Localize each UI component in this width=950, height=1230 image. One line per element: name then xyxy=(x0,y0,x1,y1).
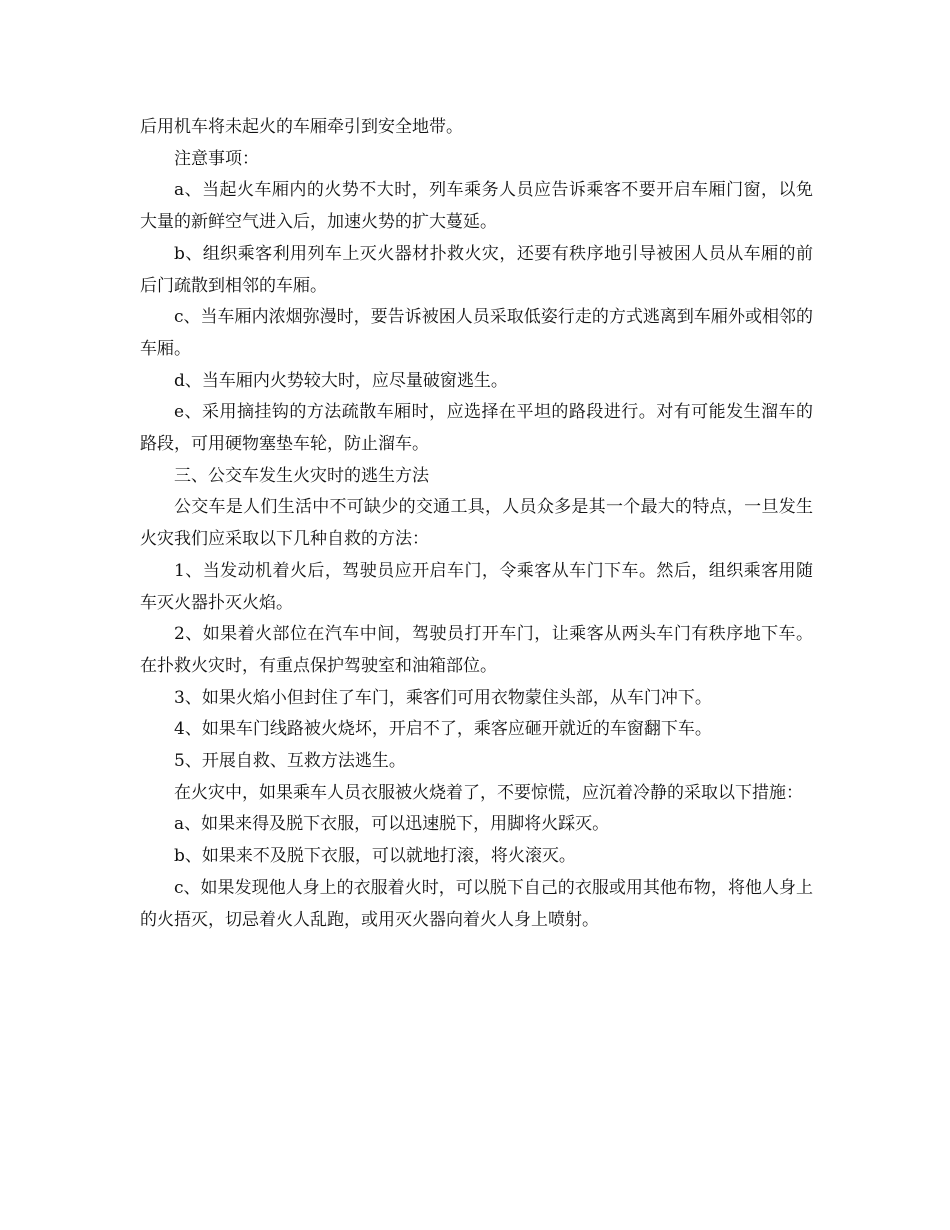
paragraph-note-e: e、采用摘挂钩的方法疏散车厢时，应选择在平坦的路段进行。对有可能发生溜车的路段，可用硬物塞垫车轮，防止溜车。 xyxy=(140,402,813,455)
paragraph-method-2: 2、如果着火部位在汽车中间，驾驶员打开车门，让乘客从两头车门有秩序地下车。在扑救火灾时，有重点保护驾驶室和油箱部位。 xyxy=(140,624,813,676)
paragraph-method-5: 5、开展自救、互救方法逃生。 xyxy=(174,751,406,772)
paragraph-note-d: d、当车厢内火势较大时，应尽量破窗逃生。 xyxy=(174,370,508,391)
paragraph-measure-a: a、如果来得及脱下衣服，可以迅速脱下，用脚将火踩灭。 xyxy=(174,814,610,835)
paragraph-notes-heading: 注意事项： xyxy=(174,148,259,169)
document-body xyxy=(140,112,813,936)
paragraph-note-b: b、组织乘客利用列车上灭火器材扑救火灾，还要有秩序地引导被困人员从车厢的前后门疏散到相邻的车厢。 xyxy=(140,243,813,296)
paragraph-measure-b: b、如果来不及脱下衣服，可以就地打滚，将火滚灭。 xyxy=(174,846,576,867)
paragraph-continuation: 后用机车将未起火的车厢牵引到安全地带。 xyxy=(140,117,463,137)
paragraph-clothing-fire-intro: 在火灾中，如果乘车人员衣服被火烧着了，不要惊慌，应沉着冷静的采取以下措施： xyxy=(174,782,803,803)
paragraph-note-c: c、当车厢内浓烟弥漫时，要告诉被困人员采取低姿行走的方式逃离到车厢外或相邻的车厢。 xyxy=(140,307,813,359)
paragraph-method-4: 4、如果车门线路被火烧坏，开启不了，乘客应砸开就近的车窗翻下车。 xyxy=(174,719,712,740)
paragraph-method-3: 3、如果火焰小但封住了车门，乘客们可用衣物蒙住头部，从车门冲下。 xyxy=(174,687,712,708)
section-heading-bus-fire: 三、公交车发生火灾时的逃生方法 xyxy=(174,465,429,486)
paragraph-note-a: a、当起火车厢内的火势不大时，列车乘务人员应告诉乘客不要开启车厢门窗，以免大量的新鲜空气进入后，加速火势的扩大蔓延。 xyxy=(140,180,813,233)
paragraph-measure-c: c、如果发现他人身上的衣服着火时，可以脱下自己的衣服或用其他布物，将他人身上的火捂灭，切忌着火人乱跑，或用灭火器向着火人身上喷射。 xyxy=(140,877,813,930)
paragraph-method-1: 1、当发动机着火后，驾驶员应开启车门，令乘客从车门下车。然后，组织乘客用随车灭火器扑灭火焰。 xyxy=(140,560,813,613)
paragraph-bus-intro: 公交车是人们生活中不可缺少的交通工具，人员众多是其一个最大的特点，一旦发生火灾我们应采取以下几种自救的方法： xyxy=(140,497,813,550)
